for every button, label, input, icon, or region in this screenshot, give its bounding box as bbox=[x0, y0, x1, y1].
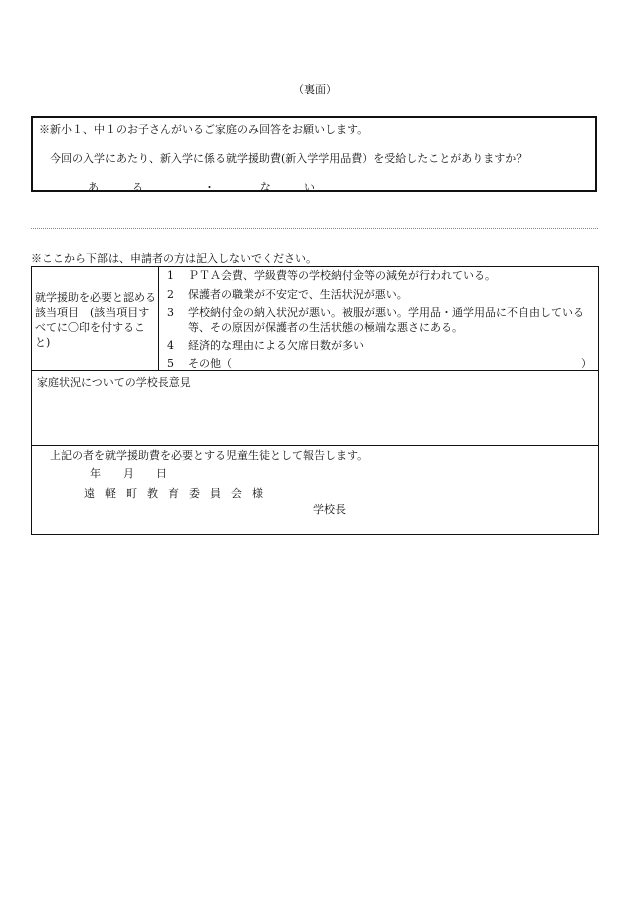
principal-signature-label: 学校長 bbox=[313, 503, 346, 516]
answer-separator: ・ bbox=[204, 181, 215, 194]
answer-no[interactable]: な い bbox=[260, 181, 315, 194]
criteria-item-close-paren: ） bbox=[581, 357, 592, 370]
criteria-label: 就学援助を必要と認める該当項目 (該当項目すべてに〇印を付すること) bbox=[32, 267, 159, 371]
parent-answer-box bbox=[31, 116, 597, 192]
criteria-item-number: 2 bbox=[167, 288, 174, 301]
office-use-table bbox=[31, 266, 599, 535]
criteria-item-number: 3 bbox=[167, 306, 174, 319]
parent-note: ※新小１、中１のお子さんがいるご家庭のみ回答をお願いします。 bbox=[39, 123, 369, 136]
cut-line bbox=[31, 228, 598, 229]
criteria-item-text: その他（ bbox=[188, 357, 232, 370]
criteria-list bbox=[159, 267, 598, 371]
report-addressee: 遠軽町教育委員会様 bbox=[84, 487, 273, 500]
page-title: （裏面） bbox=[293, 83, 337, 96]
opinion-divider bbox=[32, 445, 598, 446]
report-statement: 上記の者を就学援助費を必要とする児童生徒として報告します。 bbox=[50, 449, 369, 462]
criteria-item-number: 4 bbox=[167, 339, 174, 352]
criteria-item-number: 5 bbox=[167, 357, 174, 370]
criteria-item-text: 経済的な理由による欠席日数が多い bbox=[188, 339, 364, 352]
answer-yes[interactable]: あ る bbox=[88, 181, 143, 194]
parent-question: 今回の入学にあたり、新入学に係る就学援助費(新入学学用品費）を受給したことがありますか？ bbox=[50, 152, 528, 165]
criteria-item-text: 保護者の職業が不安定で、生活状況が悪い。 bbox=[188, 288, 408, 301]
criteria-item-text: 学校納付金の納入状況が悪い。被服が悪い。学用品・通学用品に不自由している等、その原因が保護者の生活状態の極端な悪さにある。 bbox=[188, 306, 584, 334]
criteria-item-number: 1 bbox=[167, 269, 174, 282]
criteria-item-text: ＰＴＡ会費、学級費等の学校納付金等の減免が行われている。 bbox=[188, 269, 496, 282]
report-date: 年 月 日 bbox=[90, 467, 167, 480]
principal-opinion-label: 家庭状況についての学校長意見 bbox=[37, 376, 191, 389]
office-use-note: ※ここから下部は、申請者の方は記入しないでください。 bbox=[31, 252, 317, 265]
